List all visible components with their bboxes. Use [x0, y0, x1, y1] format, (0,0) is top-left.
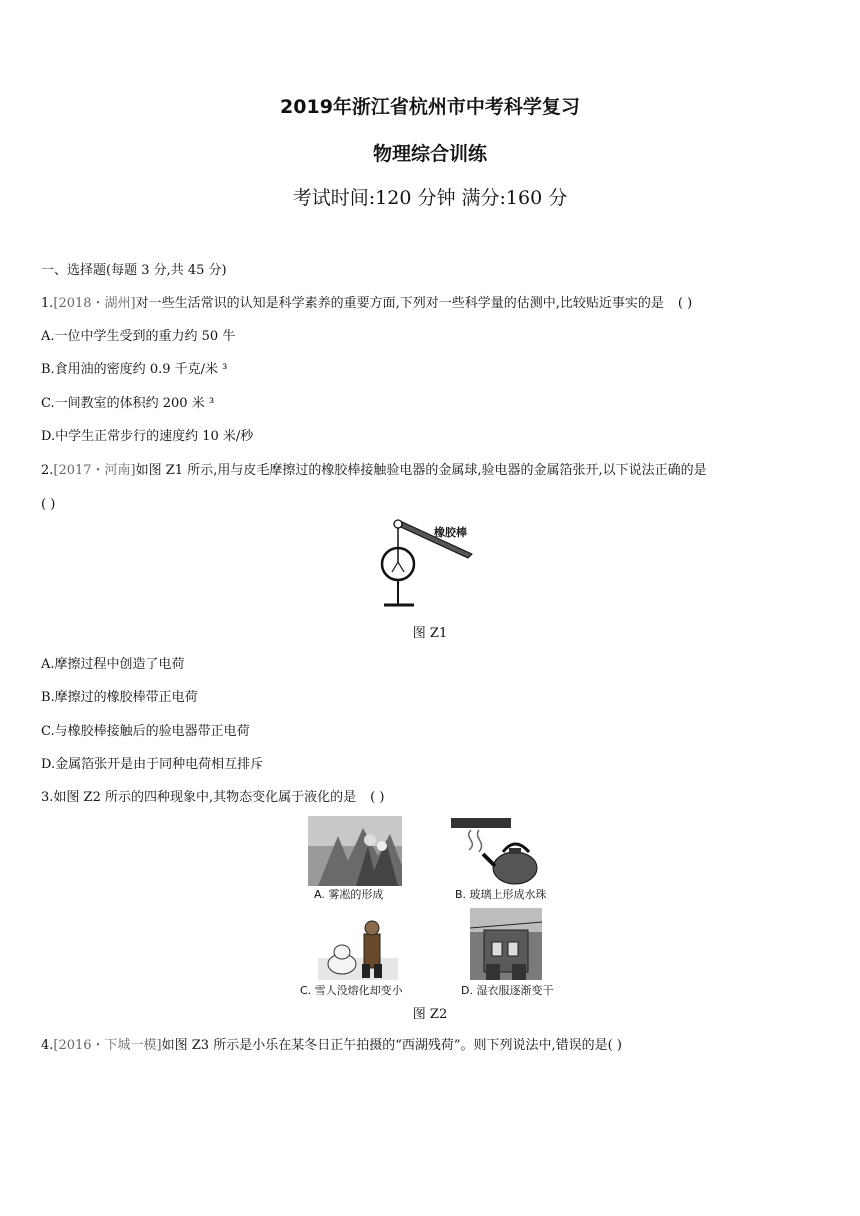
- q1-option-b: B.食用油的密度约 0.9 千克/米 ³: [41, 362, 228, 377]
- question-stem: 如图 Z1 所示,用与皮毛摩擦过的橡胶棒接触验电器的金属球,验电器的金属箔张开,以下说法正确的是: [135, 463, 707, 478]
- answer-paren: ( ): [677, 296, 693, 311]
- answer-paren: ( ): [607, 1038, 622, 1053]
- caption-c: C. 雪人没熔化却变小: [300, 984, 403, 997]
- document-title: 2019年浙江省杭州市中考科学复习: [280, 96, 580, 118]
- caption-a: A. 雾凇的形成: [314, 888, 384, 901]
- question-2: [41, 462, 707, 480]
- clothes-photo: [470, 908, 542, 980]
- question-source: [2018・湖州]: [53, 296, 136, 311]
- question-4: [41, 1037, 622, 1055]
- rubber-rod-label: 橡胶棒: [434, 526, 467, 539]
- answer-paren: ( ): [41, 497, 56, 512]
- question-number: 3.: [41, 790, 54, 805]
- q2-option-d: D.金属箔张开是由于同种电荷相互排斥: [41, 757, 264, 772]
- caption-b: B. 玻璃上形成水珠: [455, 888, 547, 901]
- figure-caption-z1: 图 Z1: [412, 626, 448, 641]
- q2-option-a: A.摩擦过程中创造了电荷: [41, 657, 185, 672]
- question-stem: 对一些生活常识的认知是科学素养的重要方面,下列对一些科学量的估测中,比较贴近事实的是: [135, 296, 664, 311]
- answer-paren: ( ): [370, 790, 385, 805]
- question-stem: 如图 Z3 所示是小乐在某冬日正午拍摄的“西湖残荷”。则下列说法中,错误的是: [161, 1038, 608, 1053]
- question-number: 2.: [41, 463, 54, 478]
- question-1: [41, 295, 692, 313]
- q1-option-a: A.一位中学生受到的重力约 50 牛: [41, 329, 236, 344]
- question-source: [2017・河南]: [53, 463, 136, 478]
- question-source: [2016・下城一模]: [53, 1038, 162, 1053]
- figure-caption-z2: 图 Z2: [412, 1007, 448, 1022]
- section-heading: 一、选择题(每题 3 分,共 45 分): [41, 263, 227, 278]
- document-subtitle: 物理综合训练: [372, 143, 487, 165]
- question-number: 1.: [41, 296, 54, 311]
- q1-option-d: D.中学生正常步行的速度约 10 米/秒: [41, 429, 254, 444]
- rime-photo: [308, 816, 402, 886]
- kettle-photo: [449, 814, 545, 886]
- q2-option-c: C.与橡胶棒接触后的验电器带正电荷: [41, 724, 250, 739]
- question-3: [41, 789, 384, 807]
- q1-option-c: C.一间教室的体积约 200 米 ³: [41, 396, 215, 411]
- q2-option-b: B.摩擦过的橡胶棒带正电荷: [41, 690, 198, 705]
- exam-info: 考试时间:120 分钟 满分:160 分: [292, 187, 568, 209]
- caption-d: D. 湿衣服逐渐变干: [461, 984, 554, 997]
- question-stem: 如图 Z2 所示的四种现象中,其物态变化属于液化的是: [53, 790, 357, 805]
- question-number: 4.: [41, 1038, 54, 1053]
- snowman-photo: [318, 908, 398, 980]
